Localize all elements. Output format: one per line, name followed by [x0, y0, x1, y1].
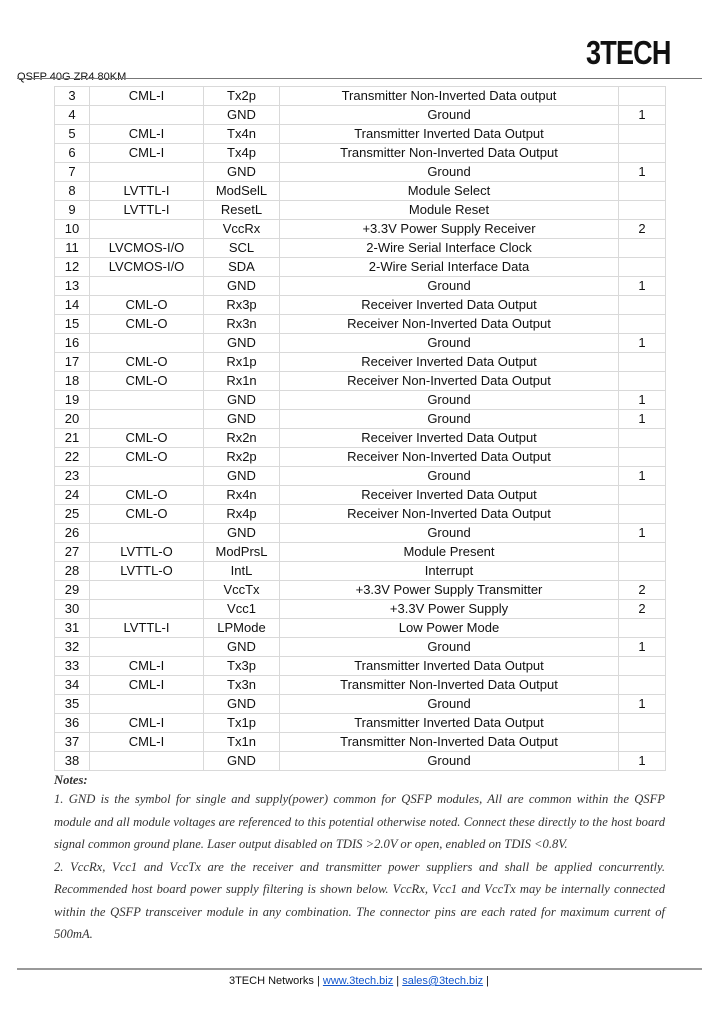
logic-type-cell [90, 638, 204, 657]
description-cell: Low Power Mode [280, 619, 619, 638]
symbol-cell: GND [204, 106, 280, 125]
logic-type-cell: LVTTL-O [90, 562, 204, 581]
plug-sequence-cell [619, 562, 666, 581]
logic-type-cell: CML-O [90, 372, 204, 391]
table-row [55, 448, 666, 467]
logic-type-cell: CML-O [90, 315, 204, 334]
plug-sequence-cell: 1 [619, 334, 666, 353]
plug-sequence-cell [619, 429, 666, 448]
plug-sequence-cell: 1 [619, 524, 666, 543]
logic-type-cell: CML-O [90, 429, 204, 448]
logic-type-cell: LVCMOS-I/O [90, 239, 204, 258]
symbol-cell: Vcc1 [204, 600, 280, 619]
plug-sequence-cell: 2 [619, 581, 666, 600]
symbol-cell: GND [204, 752, 280, 771]
email-link[interactable]: sales@3tech.biz [402, 975, 484, 987]
plug-sequence-cell [619, 543, 666, 562]
symbol-cell: Rx2p [204, 448, 280, 467]
symbol-cell: IntL [204, 562, 280, 581]
table-row [55, 258, 666, 277]
description-cell: Receiver Inverted Data Output [280, 353, 619, 372]
pin-number-cell: 15 [55, 315, 90, 334]
description-cell: Ground [280, 391, 619, 410]
plug-sequence-cell: 2 [619, 600, 666, 619]
plug-sequence-cell [619, 182, 666, 201]
logic-type-cell [90, 106, 204, 125]
logic-type-cell: LVTTL-I [90, 201, 204, 220]
pin-description-table [54, 86, 666, 771]
plug-sequence-cell: 1 [619, 752, 666, 771]
pin-number-cell: 12 [55, 258, 90, 277]
symbol-cell: Rx1n [204, 372, 280, 391]
plug-sequence-cell [619, 657, 666, 676]
description-cell: Module Present [280, 543, 619, 562]
symbol-cell: Rx3n [204, 315, 280, 334]
logic-type-cell [90, 752, 204, 771]
symbol-cell: GND [204, 391, 280, 410]
pin-number-cell: 33 [55, 657, 90, 676]
table-row [55, 296, 666, 315]
symbol-cell: Tx4n [204, 125, 280, 144]
document-title: QSFP 40G ZR4 80KM [17, 71, 127, 83]
plug-sequence-cell [619, 448, 666, 467]
table-row [55, 733, 666, 752]
symbol-cell: Rx4n [204, 486, 280, 505]
plug-sequence-cell: 1 [619, 391, 666, 410]
plug-sequence-cell [619, 144, 666, 163]
table-row [55, 277, 666, 296]
logic-type-cell: CML-I [90, 714, 204, 733]
description-cell: Ground [280, 467, 619, 486]
footer-trailing: | [483, 975, 490, 987]
plug-sequence-cell: 1 [619, 410, 666, 429]
symbol-cell: GND [204, 163, 280, 182]
description-cell: Ground [280, 695, 619, 714]
note-2: 2. VccRx, Vcc1 and VccTx are the receiver and transmitter power suppliers and shall be applied concurrently. Recommended host board power supply filtering is shown below. VccRx, Vcc1 and VccTx may be internally connected within the QSFP transceiver module in any combination. The connector pins are each rated for maximum current of 500mA. [54, 859, 665, 941]
symbol-cell: ModPrsL [204, 543, 280, 562]
pin-number-cell: 25 [55, 505, 90, 524]
table-row [55, 581, 666, 600]
plug-sequence-cell: 1 [619, 163, 666, 182]
logic-type-cell [90, 524, 204, 543]
logic-type-cell: CML-O [90, 505, 204, 524]
pin-number-cell: 29 [55, 581, 90, 600]
plug-sequence-cell [619, 619, 666, 638]
description-cell: Receiver Non-Inverted Data Output [280, 315, 619, 334]
table-row [55, 163, 666, 182]
pin-number-cell: 24 [55, 486, 90, 505]
symbol-cell: LPMode [204, 619, 280, 638]
description-cell: Ground [280, 752, 619, 771]
table-row [55, 201, 666, 220]
plug-sequence-cell [619, 87, 666, 106]
plug-sequence-cell [619, 296, 666, 315]
table-row [55, 87, 666, 106]
pin-number-cell: 18 [55, 372, 90, 391]
logic-type-cell: CML-I [90, 676, 204, 695]
description-cell: Transmitter Inverted Data Output [280, 657, 619, 676]
table-row [55, 125, 666, 144]
description-cell: Receiver Inverted Data Output [280, 296, 619, 315]
pin-number-cell: 32 [55, 638, 90, 657]
pin-number-cell: 9 [55, 201, 90, 220]
symbol-cell: GND [204, 638, 280, 657]
description-cell: Ground [280, 638, 619, 657]
logic-type-cell: CML-O [90, 448, 204, 467]
symbol-cell: Rx4p [204, 505, 280, 524]
pin-number-cell: 30 [55, 600, 90, 619]
notes-title: Notes: [54, 773, 88, 787]
pin-number-cell: 6 [55, 144, 90, 163]
table-row [55, 372, 666, 391]
plug-sequence-cell: 1 [619, 106, 666, 125]
page-footer [0, 975, 718, 987]
description-cell: Transmitter Non-Inverted Data Output [280, 676, 619, 695]
plug-sequence-cell [619, 239, 666, 258]
logic-type-cell: CML-I [90, 144, 204, 163]
description-cell: Transmitter Non-Inverted Data output [280, 87, 619, 106]
table-row [55, 562, 666, 581]
pin-number-cell: 16 [55, 334, 90, 353]
plug-sequence-cell [619, 505, 666, 524]
plug-sequence-cell: 2 [619, 220, 666, 239]
plug-sequence-cell [619, 676, 666, 695]
pin-number-cell: 38 [55, 752, 90, 771]
plug-sequence-cell [619, 125, 666, 144]
description-cell: Transmitter Non-Inverted Data Output [280, 733, 619, 752]
symbol-cell: GND [204, 410, 280, 429]
pin-number-cell: 13 [55, 277, 90, 296]
table-row [55, 315, 666, 334]
description-cell: Transmitter Non-Inverted Data Output [280, 144, 619, 163]
logic-type-cell: CML-I [90, 87, 204, 106]
plug-sequence-cell [619, 372, 666, 391]
logic-type-cell [90, 277, 204, 296]
description-cell: Ground [280, 334, 619, 353]
pin-number-cell: 21 [55, 429, 90, 448]
logic-type-cell [90, 410, 204, 429]
description-cell: 2-Wire Serial Interface Data [280, 258, 619, 277]
pin-number-cell: 34 [55, 676, 90, 695]
pin-number-cell: 11 [55, 239, 90, 258]
footer-divider [17, 968, 702, 970]
description-cell: +3.3V Power Supply [280, 600, 619, 619]
pin-number-cell: 20 [55, 410, 90, 429]
table-row [55, 543, 666, 562]
symbol-cell: Tx1n [204, 733, 280, 752]
pin-number-cell: 10 [55, 220, 90, 239]
plug-sequence-cell: 1 [619, 695, 666, 714]
plug-sequence-cell [619, 201, 666, 220]
description-cell: Receiver Inverted Data Output [280, 429, 619, 448]
description-cell: Receiver Non-Inverted Data Output [280, 372, 619, 391]
description-cell: Transmitter Inverted Data Output [280, 125, 619, 144]
logic-type-cell: LVTTL-I [90, 182, 204, 201]
symbol-cell: Tx2p [204, 87, 280, 106]
pin-number-cell: 8 [55, 182, 90, 201]
website-link[interactable]: www.3tech.biz [322, 975, 394, 987]
pin-number-cell: 35 [55, 695, 90, 714]
symbol-cell: Tx4p [204, 144, 280, 163]
symbol-cell: VccRx [204, 220, 280, 239]
plug-sequence-cell: 1 [619, 638, 666, 657]
pin-number-cell: 14 [55, 296, 90, 315]
description-cell: 2-Wire Serial Interface Clock [280, 239, 619, 258]
description-cell: Receiver Non-Inverted Data Output [280, 448, 619, 467]
footer-separator: | [393, 975, 403, 987]
plug-sequence-cell: 1 [619, 277, 666, 296]
symbol-cell: GND [204, 467, 280, 486]
pin-number-cell: 26 [55, 524, 90, 543]
description-cell: +3.3V Power Supply Transmitter [280, 581, 619, 600]
symbol-cell: GND [204, 277, 280, 296]
symbol-cell: Rx2n [204, 429, 280, 448]
pin-number-cell: 28 [55, 562, 90, 581]
header-divider [17, 78, 702, 79]
symbol-cell: Tx3n [204, 676, 280, 695]
table-row [55, 334, 666, 353]
logic-type-cell: CML-O [90, 353, 204, 372]
symbol-cell: Tx3p [204, 657, 280, 676]
description-cell: Ground [280, 524, 619, 543]
pin-number-cell: 19 [55, 391, 90, 410]
notes-section [54, 772, 665, 946]
plug-sequence-cell: 1 [619, 467, 666, 486]
note-1: 1. GND is the symbol for single and supply(power) common for QSFP modules, All are common within the QSFP module and all module voltages are referenced to this potential otherwise noted. Connect these directly to the host board signal common ground plane. Laser output disabled on TDIS >2.0V or open, enabled on TDIS <0.8V. [54, 792, 665, 851]
logic-type-cell: CML-I [90, 657, 204, 676]
table-row [55, 638, 666, 657]
description-cell: Receiver Inverted Data Output [280, 486, 619, 505]
pin-number-cell: 5 [55, 125, 90, 144]
table-row [55, 410, 666, 429]
logic-type-cell [90, 467, 204, 486]
logic-type-cell [90, 600, 204, 619]
logic-type-cell [90, 391, 204, 410]
description-cell: Receiver Non-Inverted Data Output [280, 505, 619, 524]
description-cell: Ground [280, 410, 619, 429]
pin-number-cell: 17 [55, 353, 90, 372]
pin-number-cell: 22 [55, 448, 90, 467]
pin-number-cell: 36 [55, 714, 90, 733]
pin-number-cell: 4 [55, 106, 90, 125]
logic-type-cell: CML-O [90, 486, 204, 505]
plug-sequence-cell [619, 353, 666, 372]
symbol-cell: GND [204, 334, 280, 353]
logic-type-cell [90, 163, 204, 182]
description-cell: Interrupt [280, 562, 619, 581]
logic-type-cell [90, 334, 204, 353]
description-cell: +3.3V Power Supply Receiver [280, 220, 619, 239]
logic-type-cell [90, 220, 204, 239]
table-row [55, 752, 666, 771]
description-cell: Transmitter Inverted Data Output [280, 714, 619, 733]
logic-type-cell: CML-I [90, 125, 204, 144]
plug-sequence-cell [619, 258, 666, 277]
footer-separator: | [313, 975, 323, 987]
table-row [55, 106, 666, 125]
logic-type-cell [90, 581, 204, 600]
description-cell: Module Select [280, 182, 619, 201]
plug-sequence-cell [619, 714, 666, 733]
plug-sequence-cell [619, 315, 666, 334]
symbol-cell: ResetL [204, 201, 280, 220]
pin-number-cell: 37 [55, 733, 90, 752]
pin-number-cell: 27 [55, 543, 90, 562]
table-row [55, 144, 666, 163]
table-row [55, 353, 666, 372]
logic-type-cell: CML-I [90, 733, 204, 752]
symbol-cell: Rx3p [204, 296, 280, 315]
table-row [55, 714, 666, 733]
symbol-cell: GND [204, 524, 280, 543]
logic-type-cell: LVTTL-O [90, 543, 204, 562]
table-row [55, 391, 666, 410]
pin-number-cell: 31 [55, 619, 90, 638]
symbol-cell: ModSelL [204, 182, 280, 201]
logic-type-cell [90, 695, 204, 714]
table-row [55, 524, 666, 543]
symbol-cell: Rx1p [204, 353, 280, 372]
symbol-cell: VccTx [204, 581, 280, 600]
logic-type-cell: LVTTL-I [90, 619, 204, 638]
table-row [55, 676, 666, 695]
pin-number-cell: 7 [55, 163, 90, 182]
table-row [55, 619, 666, 638]
pin-number-cell: 3 [55, 87, 90, 106]
table-row [55, 467, 666, 486]
description-cell: Ground [280, 277, 619, 296]
plug-sequence-cell [619, 486, 666, 505]
table-row [55, 505, 666, 524]
table-row [55, 695, 666, 714]
table-row [55, 220, 666, 239]
table-row [55, 657, 666, 676]
symbol-cell: SCL [204, 239, 280, 258]
company-logo: 3TECH [586, 34, 671, 71]
description-cell: Module Reset [280, 201, 619, 220]
table-row [55, 600, 666, 619]
description-cell: Ground [280, 106, 619, 125]
symbol-cell: Tx1p [204, 714, 280, 733]
plug-sequence-cell [619, 733, 666, 752]
pin-number-cell: 23 [55, 467, 90, 486]
table-row [55, 239, 666, 258]
logic-type-cell: LVCMOS-I/O [90, 258, 204, 277]
table-row [55, 429, 666, 448]
footer-company: 3TECH Networks [228, 975, 314, 987]
table-row [55, 182, 666, 201]
description-cell: Ground [280, 163, 619, 182]
logic-type-cell: CML-O [90, 296, 204, 315]
table-row [55, 486, 666, 505]
symbol-cell: SDA [204, 258, 280, 277]
symbol-cell: GND [204, 695, 280, 714]
